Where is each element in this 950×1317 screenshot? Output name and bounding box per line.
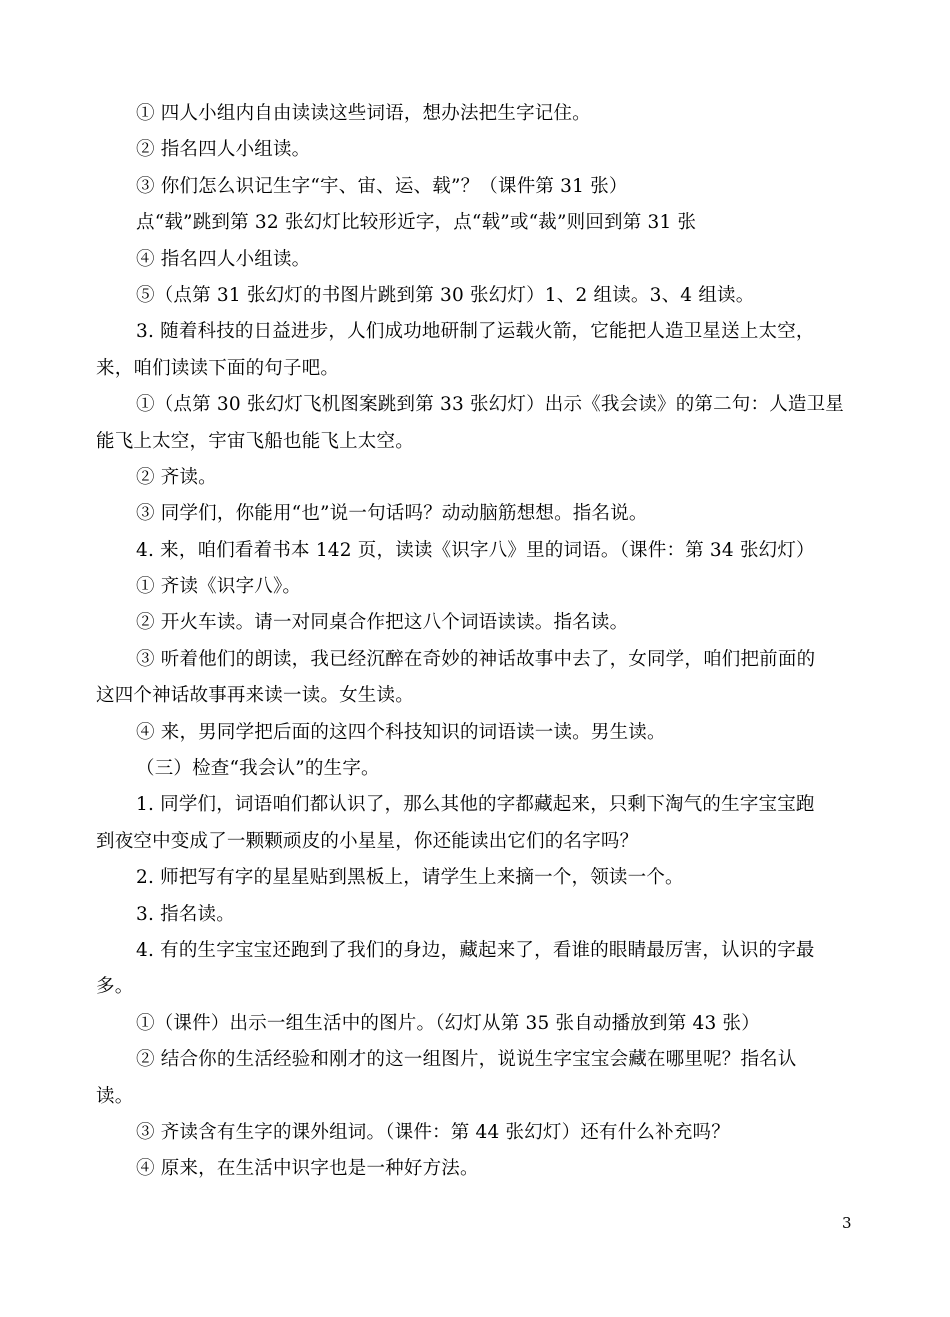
body-text	[96, 96, 856, 1188]
text-line: ① 四人小组内自由读读这些词语，想办法把生字记住。	[136, 103, 591, 124]
text-line: ①（课件）出示一组生活中的图片。（幻灯从第 35 张自动播放到第 43 张）	[136, 1012, 760, 1034]
text-line: ④ 指名四人小组读。	[136, 248, 311, 270]
text-line: ③ 齐读含有生字的课外组词。（课件：第 44 张幻灯）还有什么补充吗？	[136, 1121, 730, 1143]
text-line: ② 齐读。	[136, 466, 217, 488]
text-line: 3. 指名读。	[136, 903, 235, 925]
text-line: 2. 师把写有字的星星贴到黑板上，请学生上来摘一个，领读一个。	[136, 867, 684, 889]
text-line: ③ 同学们，你能用“也”说一句话吗？动动脑筋想想。指名说。	[136, 503, 648, 525]
text-line: 4. 来，咱们看着书本 142 页，读读《识字八》里的词语。（课件：第 34 张幻灯）	[136, 539, 815, 561]
text-line: ② 指名四人小组读。	[136, 139, 311, 161]
text-line: ① 齐读《识字八》。	[136, 576, 302, 598]
text-line: 到夜空中变成了一颗颗顽皮的小星星，你还能读出它们的名字吗？	[96, 830, 639, 852]
text-line: 来，咱们读读下面的句子吧。	[96, 357, 340, 379]
text-line: ③ 你们怎么识记生字“宇、宙、运、载”？（课件第 31 张）	[136, 175, 628, 197]
text-line: ④ 原来，在生活中识字也是一种好方法。	[136, 1158, 479, 1180]
text-line: 这四个神话故事再来读一读。女生读。	[96, 685, 414, 707]
text-line: 点“载”跳到第 32 张幻灯比较形近字，点“载”或“裁”则回到第 31 张	[136, 212, 697, 234]
text-line: 1. 同学们，词语咱们都认识了，那么其他的字都藏起来，只剩下淘气的生字宝宝跑	[136, 794, 815, 816]
text-line: 读。	[96, 1085, 134, 1107]
text-line: ③ 听着他们的朗读，我已经沉醉在奇妙的神话故事中去了，女同学，咱们把前面的	[136, 648, 816, 670]
text-line: 多。	[96, 976, 134, 998]
text-line: ①（点第 30 张幻灯飞机图案跳到第 33 张幻灯）出示《我会读》的第二句：人造卫星	[136, 394, 845, 416]
page-number: 3	[842, 1214, 852, 1232]
section-heading: （三）检查“我会认”的生字。	[136, 758, 380, 780]
text-line: ② 开火车读。请一对同桌合作把这八个词语读读。指名读。	[136, 612, 629, 634]
text-line: 4. 有的生字宝宝还跑到了我们的身边，藏起来了，看谁的眼睛最厉害，认识的字最	[136, 939, 815, 961]
text-line: ⑤（点第 31 张幻灯的书图片跳到第 30 张幻灯）1、2 组读。3、4 组读。	[136, 284, 755, 306]
text-line: 能飞上太空，宇宙飞船也能飞上太空。	[96, 430, 414, 452]
text-line: 3. 随着科技的日益进步，人们成功地研制了运载火箭，它能把人造卫星送上太空，	[136, 321, 815, 343]
text-line: ④ 来，男同学把后面的这四个科技知识的词语读一读。男生读。	[136, 721, 666, 743]
text-line: ② 结合你的生活经验和刚才的这一组图片，说说生字宝宝会藏在哪里呢？指名认	[136, 1049, 797, 1071]
